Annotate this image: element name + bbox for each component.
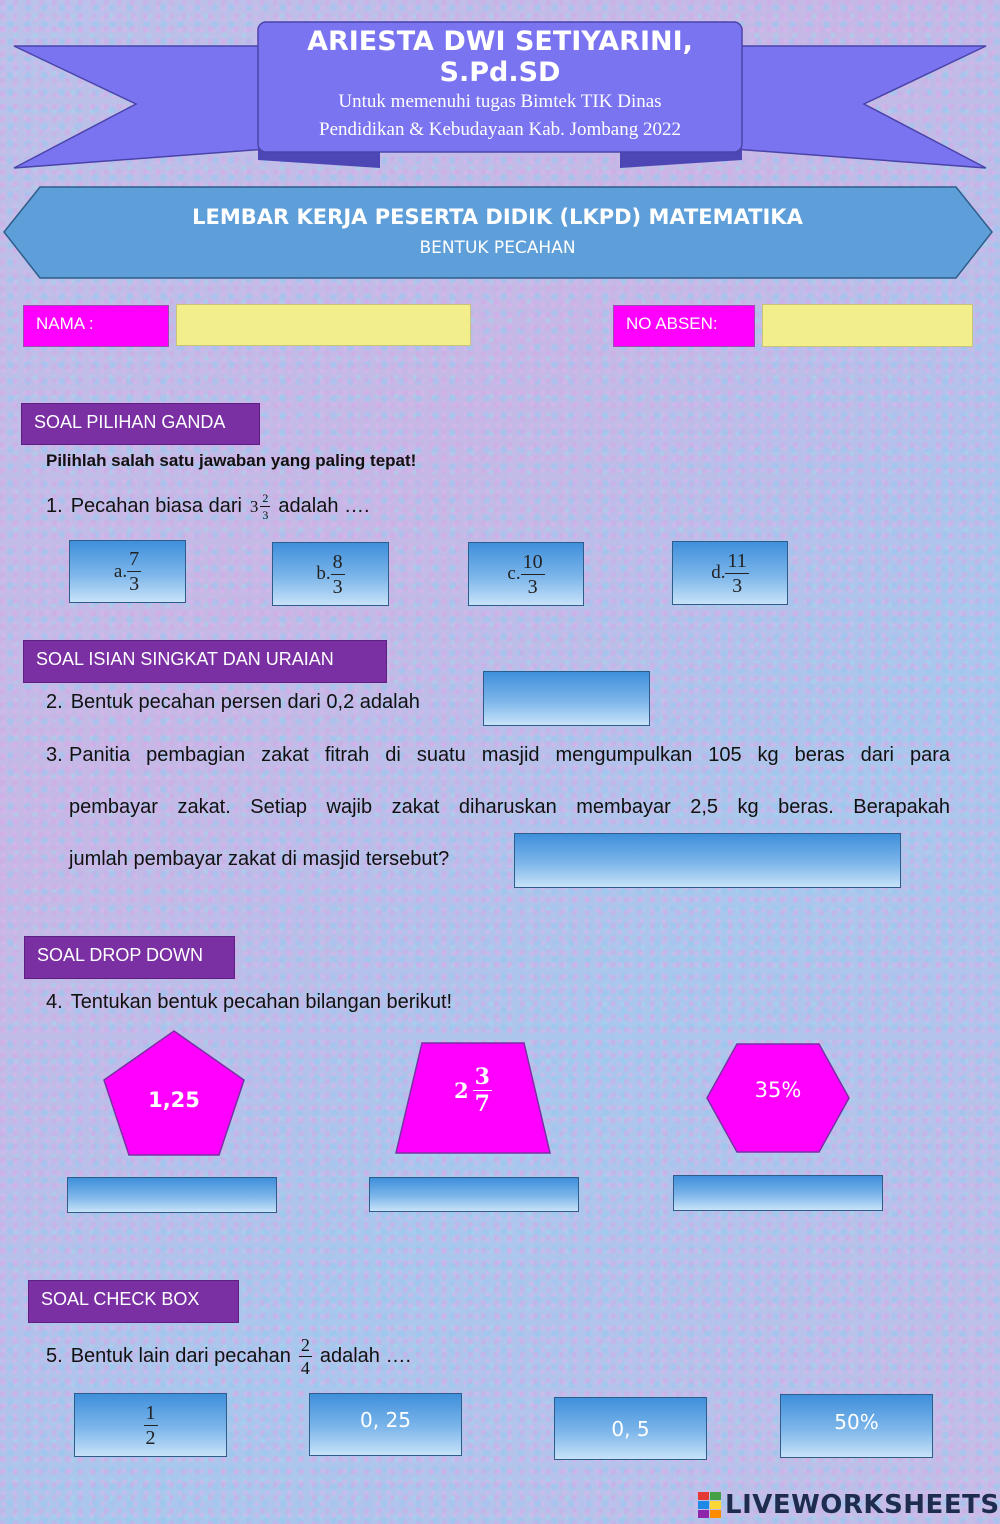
liveworksheets-logo-text: LIVEWORKSHEETS (725, 1490, 1000, 1520)
header-subtitle-line2: Pendidikan & Kebudayaan Kab. Jombang 2022 (319, 119, 681, 140)
question-5-text: Bentuk lain dari pecahan (70, 1345, 291, 1367)
q1-option-d[interactable] (672, 541, 788, 605)
option-letter: a. (113, 560, 128, 582)
fraction-numerator: 8 (332, 550, 343, 573)
fraction-denominator: 3 (262, 508, 269, 522)
option-fraction (331, 552, 345, 597)
hexagon-value: 35% (754, 1078, 802, 1102)
question-2 (46, 691, 420, 714)
fraction-numerator: 2 (300, 1335, 310, 1355)
mixed-whole: 3 (249, 496, 259, 516)
fraction-numerator: 10 (522, 550, 543, 573)
worksheet-title: LEMBAR KERJA PESERTA DIDIK (LKPD) MATEMATIKA (192, 205, 803, 229)
option-letter: c. (507, 563, 521, 584)
question-1-mixed-number (250, 492, 271, 521)
name-input[interactable] (176, 304, 471, 346)
mixed-whole: 2 (454, 1078, 469, 1103)
option-fraction (127, 549, 141, 594)
fraction-denominator: 3 (332, 575, 343, 598)
name-label: NAMA : (23, 305, 169, 347)
fraction-denominator: 3 (527, 575, 538, 598)
liveworksheets-logo (698, 1490, 1000, 1520)
q5-option-4[interactable]: 50% (780, 1394, 933, 1458)
trapezoid-value (394, 1066, 552, 1115)
question-2-answer-input[interactable] (483, 671, 650, 726)
mixed-fraction (260, 492, 270, 521)
fraction-denominator: 4 (300, 1358, 310, 1378)
question-4-number: 4. (46, 991, 63, 1013)
absen-label: NO ABSEN: (613, 305, 755, 347)
question-3-number: 3. (46, 744, 63, 766)
option-fraction (144, 1403, 158, 1448)
section-short-answer-label: SOAL ISIAN SINGKAT DAN URAIAN (23, 640, 387, 683)
fraction-numerator: 11 (727, 549, 747, 572)
header-subtitle (258, 88, 742, 144)
question-3-answer-input[interactable] (514, 833, 901, 888)
question-3-line2: pembayar zakat. Setiap wajib zakat diharuskan membayar 2,5 kg beras. Berapakah (69, 796, 950, 818)
dropdown-answer-1[interactable] (67, 1177, 277, 1213)
absen-input[interactable] (762, 304, 973, 347)
fraction-denominator: 3 (732, 574, 743, 597)
fraction-denominator: 3 (129, 573, 140, 595)
worksheet-subtitle: BENTUK PECAHAN (419, 238, 576, 258)
q1-option-a[interactable] (69, 540, 186, 603)
question-5-fraction (299, 1336, 312, 1377)
fraction-numerator: 2 (262, 491, 269, 505)
q5-option-2[interactable]: 0, 25 (309, 1393, 462, 1456)
question-5-number: 5. (46, 1345, 63, 1367)
option-fraction (521, 552, 545, 597)
question-5-suffix: adalah …. (319, 1345, 412, 1367)
question-3-line3: jumlah pembayar zakat di masjid tersebut? (69, 848, 450, 870)
q5-option-1[interactable] (74, 1393, 227, 1457)
question-4 (46, 991, 452, 1014)
question-1-text: Pecahan biasa dari (70, 495, 242, 517)
fraction-denominator: 2 (145, 1426, 156, 1449)
question-4-text: Tentukan bentuk pecahan bilangan berikut! (70, 991, 453, 1013)
instruction-text: Pilihlah salah satu jawaban yang paling tepat! (46, 451, 417, 470)
dropdown-answer-3[interactable] (673, 1175, 883, 1211)
question-5 (46, 1336, 411, 1377)
liveworksheets-logo-icon (698, 1492, 722, 1518)
header-subtitle-line1: Untuk memenuhi tugas Bimtek TIK Dinas (338, 91, 662, 112)
q1-option-c[interactable] (468, 542, 584, 606)
pentagon-value: 1,25 (148, 1088, 200, 1112)
section-checkbox-label: SOAL CHECK BOX (28, 1280, 239, 1323)
option-letter: d. (711, 562, 726, 583)
title-banner (0, 184, 1000, 284)
question-3-line1: Panitia pembagian zakat fitrah di suatu masjid mengumpulkan 105 kg beras dari para (69, 744, 950, 766)
section-dropdown-label: SOAL DROP DOWN (24, 936, 235, 979)
section-multiple-choice-label: SOAL PILIHAN GANDA (21, 403, 260, 445)
question-1-number: 1. (46, 495, 63, 517)
option-letter: b. (316, 563, 331, 584)
fraction-numerator: 7 (129, 548, 140, 570)
mixed-fraction (473, 1066, 492, 1115)
dropdown-answer-2[interactable] (369, 1177, 579, 1212)
question-2-text: Bentuk pecahan persen dari 0,2 adalah (70, 691, 420, 713)
fraction-numerator: 3 (474, 1064, 490, 1090)
q1-option-b[interactable] (272, 542, 389, 606)
option-fraction (725, 551, 748, 596)
fraction-denominator: 7 (474, 1091, 490, 1117)
question-2-number: 2. (46, 691, 63, 713)
author-name: ARIESTA DWI SETIYARINI, S.Pd.SD (307, 26, 693, 88)
question-1 (46, 492, 370, 521)
question-1-suffix: adalah …. (278, 495, 370, 517)
fraction-numerator: 1 (145, 1401, 156, 1424)
q5-option-3[interactable]: 0, 5 (554, 1397, 707, 1460)
